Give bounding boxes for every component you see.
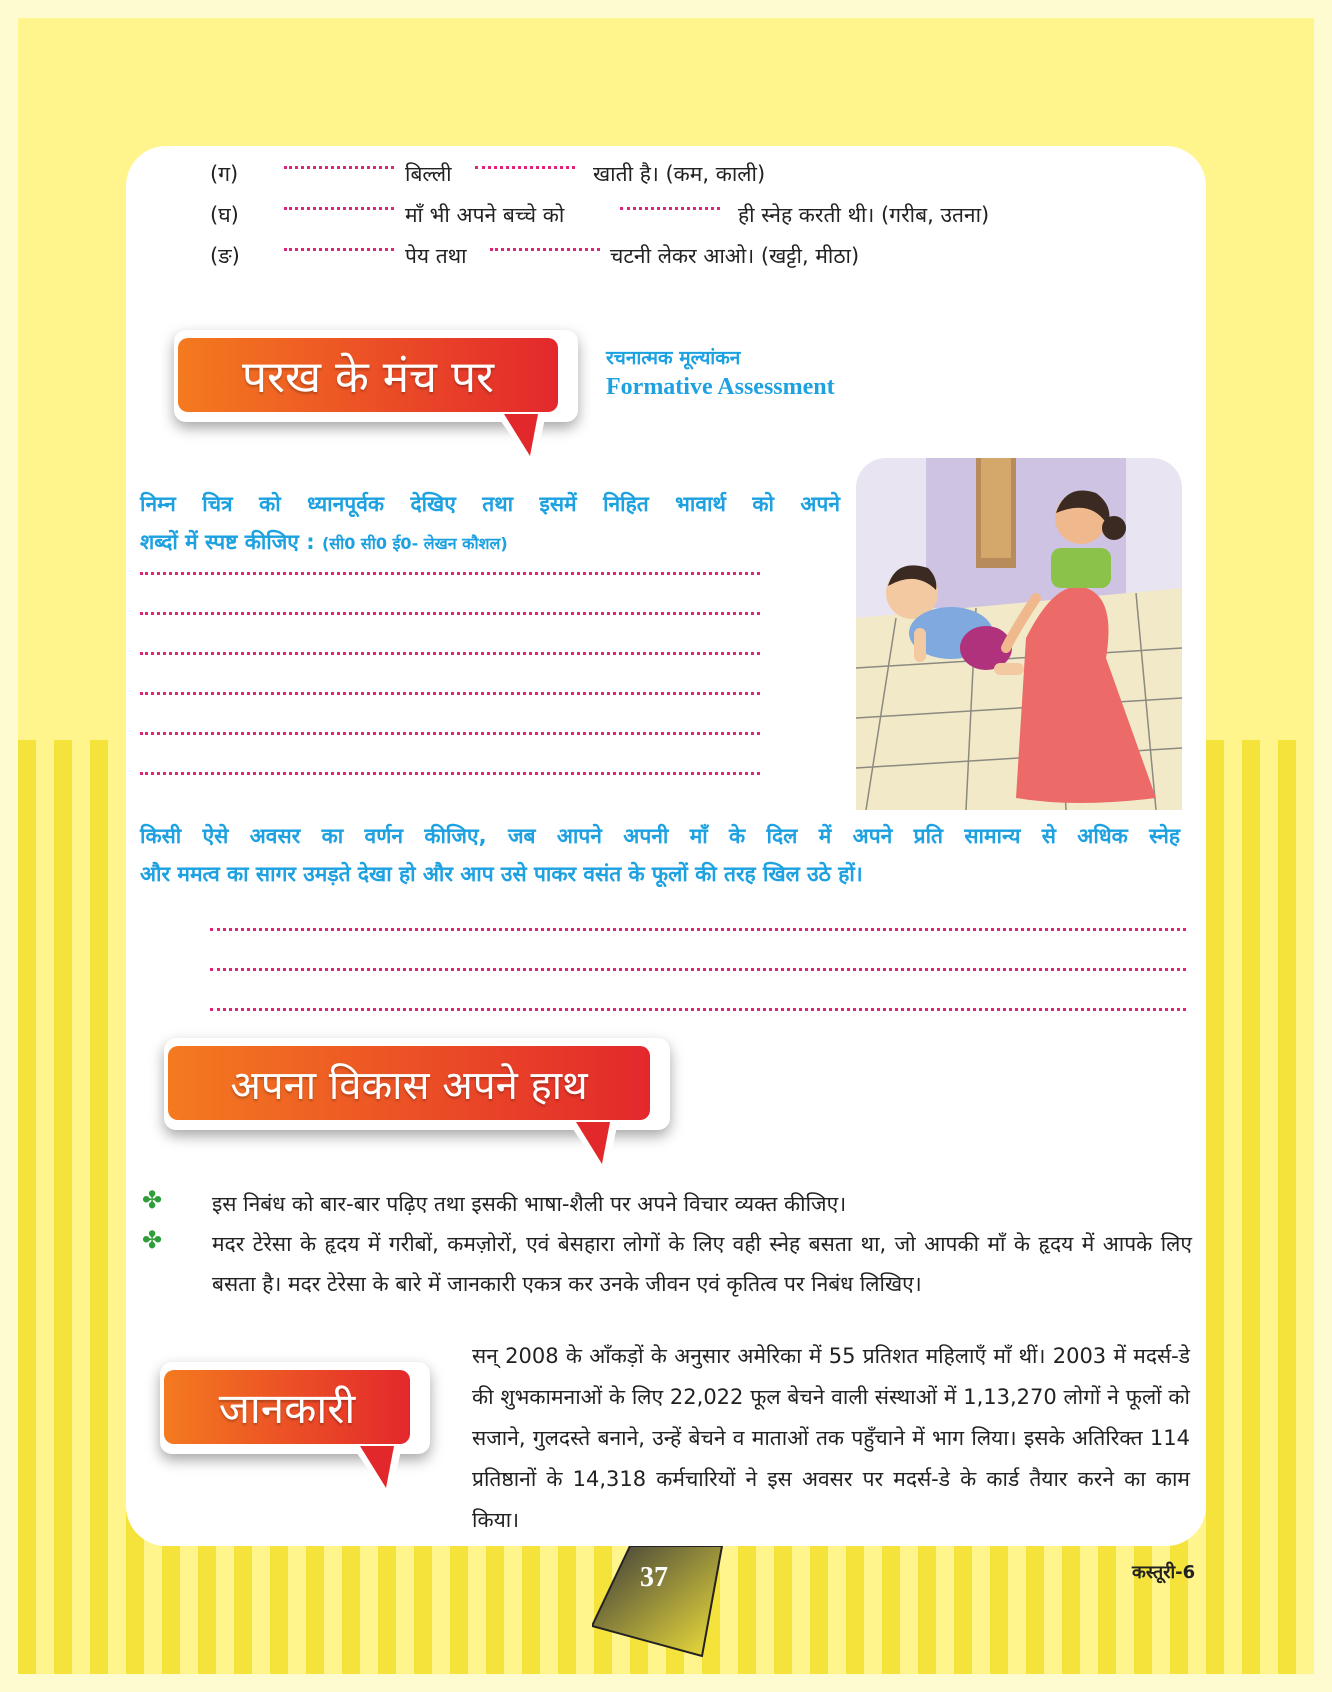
info-paragraph: सन् 2008 के आँकड़ों के अनुसार अमेरिका में 55 प्रतिशत महिलाएँ माँ थीं। 2003 में मदर्स-डे की शुभकामनाओं के लिए 22,022 फूल बेचने वाली संस्थाओं में 1,13,270 लोगों ने फूलों को सजाने, गुलदस्ते बनाने, उन्हें बेचने व माताओं तक पहुँचाने में भाग लिया। इसके अतिरिक्त 114 प्रतिष्ठानों के 14,318 कर्मचारियों ने इस अवसर पर मदर्स-डे के कार्ड तैयार करने का काम किया।: [472, 1344, 1190, 1532]
answer-line[interactable]: [210, 1008, 1186, 1011]
answer-line[interactable]: [140, 772, 760, 775]
question-1-line2: [140, 528, 508, 556]
bullet-icon: ✤: [142, 1226, 163, 1254]
speech-tail-icon: [342, 1446, 412, 1506]
row-text: खाती है। (कम, काली): [593, 162, 766, 186]
blank-line: [490, 248, 600, 251]
answer-line[interactable]: [140, 732, 760, 735]
speech-tail-icon: [558, 1122, 628, 1182]
row-text: चटनी लेकर आओ। (खट्टी, मीठा): [610, 244, 860, 268]
banner-title: परख के मंच पर: [178, 338, 558, 412]
row-text: बिल्ली: [405, 162, 452, 186]
question-1-line1: निम्न चित्र को ध्यानपूर्वक देखिए तथा इसमें निहित भावार्थ को अपने: [140, 492, 840, 516]
book-name: कस्तूरी-6: [1132, 1562, 1196, 1583]
subtitle-english: Formative Assessment: [606, 374, 835, 400]
bullet-icon: ✤: [142, 1186, 163, 1214]
answer-line[interactable]: [140, 692, 760, 695]
blank-line: [620, 207, 720, 210]
page-number: 37: [640, 1562, 668, 1593]
row-label: (घ): [210, 203, 239, 227]
bullet-2-text: मदर टेरेसा के हृदय में गरीबों, कमज़ोरों, एवं बेसहारा लोगों के लिए वही स्नेह बसता था, जो आपकी माँ के हृदय में आपके लिए बसता है। मदर टेरेसा के बारे में जानकारी एकत्र कर उनके जीवन एवं कृतित्व पर निबंध लिखिए।: [212, 1232, 1192, 1296]
row-label: (ग): [210, 162, 239, 186]
answer-line[interactable]: [140, 652, 760, 655]
row-label: (ङ): [210, 244, 240, 268]
subtitle-hindi: रचनात्मक मूल्यांकन: [606, 347, 741, 369]
blank-line: [284, 248, 394, 251]
mother-child-illustration: [856, 458, 1182, 810]
banner-title: जानकारी: [164, 1370, 410, 1444]
question-2-line1: किसी ऐसे अवसर का वर्णन कीजिए, जब आपने अपनी माँ के दिल में अपने प्रति सामान्य से अधिक स्नेह: [140, 824, 1180, 848]
answer-line[interactable]: [140, 572, 760, 575]
blank-line: [475, 166, 575, 169]
bullet-1-text: इस निबंध को बार-बार पढ़िए तथा इसकी भाषा-शैली पर अपने विचार व्यक्त कीजिए।: [212, 1192, 847, 1216]
question-2-line2: और ममत्व का सागर उमड़ते देखा हो और आप उसे पाकर वसंत के फूलों की तरह खिल उठे हों।: [140, 862, 863, 886]
row-text: ही स्नेह करती थी। (गरीब, उतना): [738, 203, 990, 227]
speech-tail-icon: [486, 414, 556, 474]
answer-line[interactable]: [210, 968, 1186, 971]
answer-line[interactable]: [140, 612, 760, 615]
question-1-text: शब्दों में स्पष्ट कीजिए :: [140, 530, 315, 554]
blank-line: [284, 207, 394, 210]
row-text: पेय तथा: [405, 244, 467, 268]
row-text: माँ भी अपने बच्चे को: [405, 203, 565, 227]
question-1-skill: (सी0 सी0 ई0- लेखन कौशल): [321, 534, 508, 553]
banner-title: अपना विकास अपने हाथ: [168, 1046, 650, 1120]
answer-line[interactable]: [210, 928, 1186, 931]
blank-line: [284, 166, 394, 169]
